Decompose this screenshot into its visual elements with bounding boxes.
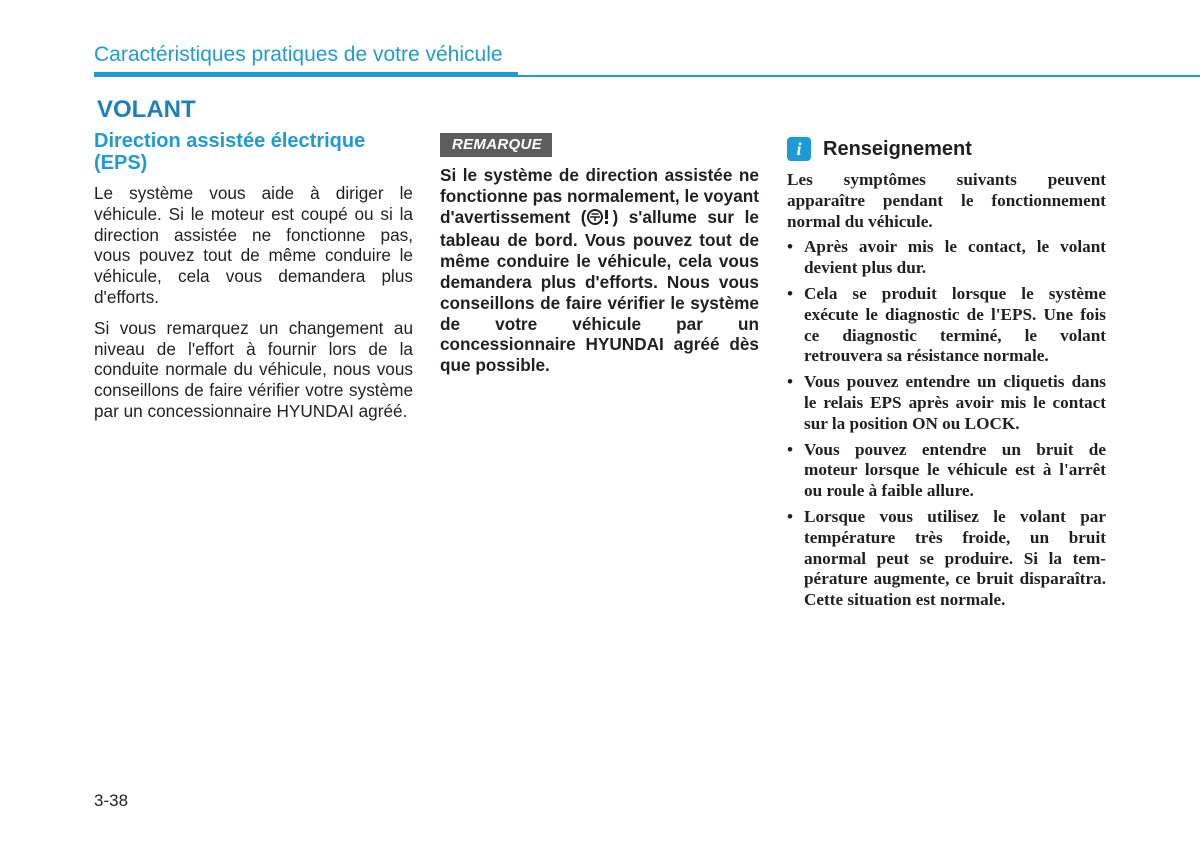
- section-title: VOLANT: [97, 96, 196, 123]
- info-intro: Les symptômes suivants peuvent apparaître pendant le fonctionnement normal du véhicule.: [787, 170, 1106, 231]
- eps-warning-icon: [586, 208, 612, 231]
- remark-text-part-2: ) s'allume sur le tableau de bord. Vous pouvez tout de même conduire le véhicule, cela vous demandera plus d'efforts. Nous vous conseillons de faire vérifier le système de votre véhicule par un concessionnaire HYUNDAI agréé dès que possible.: [440, 206, 759, 376]
- column-2: [440, 133, 759, 376]
- header-rule-thick: [94, 72, 518, 77]
- paragraph-1: Le système vous aide à diriger le véhicule. Si le moteur est coupé ou si la direction assistée ne fonctionne pas, vous pouvez tout de même conduire le véhicule, cela vous demandera plus d'efforts.: [94, 183, 413, 307]
- remark-text: [440, 165, 759, 376]
- subheading-line-2: (EPS): [94, 152, 148, 174]
- info-icon: i: [787, 137, 811, 161]
- list-item: • Cela se produit lorsque le système exécute le diagnostic de l'EPS. Une fois ce diagnostic terminé, le volant retrouvera sa résistance normale.: [787, 284, 1106, 367]
- list-item: • Après avoir mis le contact, le volant devient plus dur.: [787, 237, 1106, 279]
- info-title: Renseignement: [823, 137, 972, 160]
- list-item: • Vous pouvez entendre un cliquetis dans le relais EPS après avoir mis le contact sur la position ON ou LOCK.: [787, 372, 1106, 434]
- symptom-list: [787, 237, 1106, 611]
- remark-text-part-1: Si le système de direction assistée ne fonctionne pas normalement, le voyant d'avertissement (: [440, 165, 759, 227]
- subheading: [94, 130, 413, 174]
- header-rule-thin: [518, 75, 1200, 77]
- chapter-title: Caractéristiques pratiques de votre véhicule: [94, 43, 503, 66]
- info-heading: [787, 137, 1106, 161]
- list-item: • Lorsque vous utilisez le volant par température très froide, un bruit anormal peut se produire. Si la température augmente, ce bruit disparaîtra. Cette situation est normale.: [787, 507, 1106, 611]
- page-number: 3-38: [94, 791, 129, 810]
- column-3: [787, 137, 1106, 616]
- subheading-line-1: Direction assistée électrique: [94, 130, 366, 152]
- list-item: • Vous pouvez entendre un bruit de moteur lorsque le véhicule est à l'arrêt ou roule à faible allure.: [787, 440, 1106, 502]
- column-1: [94, 130, 413, 432]
- paragraph-2: Si vous remarquez un changement au niveau de l'effort à fournir lors de la conduite normale du véhicule, nous vous conseillons de faire vérifier votre système par un concessionnaire HYUNDAI agréé.: [94, 317, 413, 421]
- remarque-badge: REMARQUE: [440, 133, 552, 157]
